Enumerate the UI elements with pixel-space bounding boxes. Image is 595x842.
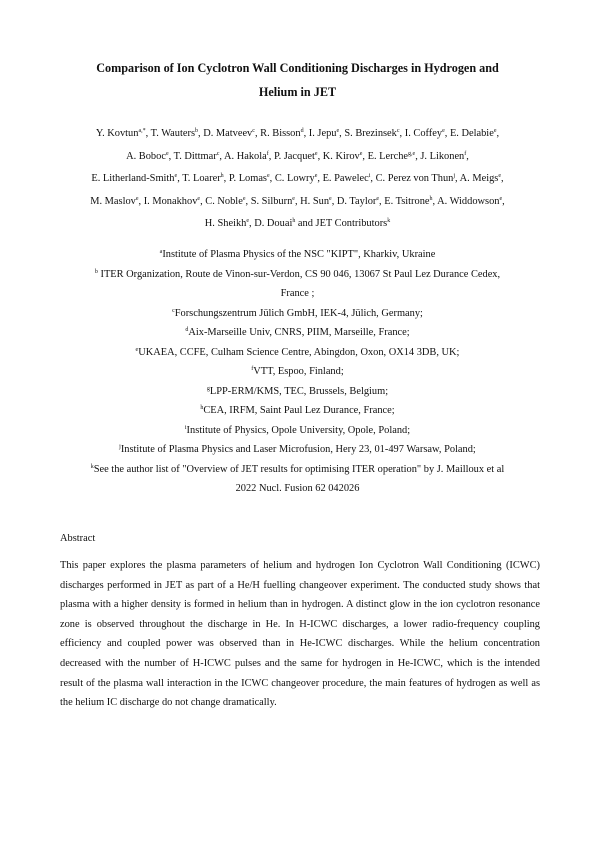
author-name: C. Lowry <box>274 173 315 184</box>
author-affiliation-mark: a,* <box>138 128 146 134</box>
affiliation-line <box>48 401 547 421</box>
author-affiliation-mark: e <box>266 173 270 179</box>
title-line-2: Helium in JET <box>258 85 337 99</box>
affiliation-text: Institute of Plasma Physics and Laser Microfusion, Hery 23, 01-497 Warsaw, Poland; <box>120 444 476 455</box>
author-name: K. Kirov <box>322 150 360 162</box>
author-affiliation-mark: e <box>359 150 363 157</box>
author-line: H. Sheikh$^e$, D. Douai$^h$ and JET Contributors$^k$ <box>204 218 391 229</box>
affiliation-text: 2022 Nucl. Fusion 62 042026 <box>235 483 360 494</box>
author-name: D. Douai <box>254 218 293 229</box>
author-name: T. Dittmar <box>173 150 217 162</box>
affiliation-mark: j <box>119 444 121 450</box>
author-affiliation-mark: e <box>246 218 250 224</box>
affiliation-text: Institute of Plasma Physics of the NSC "KIPT", Kharkiv, Ukraine <box>162 249 436 260</box>
author-affiliation-mark: h <box>292 218 296 224</box>
affiliation-text: Aix-Marseille Univ, CNRS, PIIM, Marseille, France; <box>188 327 410 338</box>
author-name: Y. Kovtun <box>95 128 139 139</box>
author-name: H. Sun <box>300 195 330 207</box>
author-affiliation-mark: h <box>429 195 433 202</box>
author-name: R. Bisson <box>260 128 301 139</box>
author-name: E. Pawelec <box>322 173 369 184</box>
affiliation-mark: a <box>159 249 163 255</box>
affiliation-text: CEA, IRFM, Saint Paul Lez Durance, France; <box>203 405 395 416</box>
abstract-heading: Abstract <box>60 533 96 544</box>
author-affiliation-mark: j <box>453 173 456 179</box>
affiliation-line <box>48 323 547 343</box>
affiliation-mark: d <box>185 327 189 333</box>
affiliation-text: UKAEA, CCFE, Culham Science Centre, Abingdon, Oxon, OX14 3DB, UK; <box>138 346 460 358</box>
author-name: T. Wauters <box>150 128 195 139</box>
author-name: A. Hakola <box>224 150 267 162</box>
author-name: M. Maslov <box>90 195 136 207</box>
author-name: C. Noble <box>205 195 243 207</box>
affiliation-line <box>48 245 547 265</box>
author-affiliation-mark: e <box>442 128 445 134</box>
affiliation-text: France ; <box>280 288 315 299</box>
author-name: T. Loarer <box>182 173 221 184</box>
affiliation-line <box>48 479 547 499</box>
affiliation-text: ITER Organization, Route de Vinon-sur-Verdon, CS 90 046, 13067 St Paul Lez Durance Cedex, <box>97 268 501 280</box>
author-affiliation-mark: c <box>252 128 255 134</box>
author-name: H. Sheikh <box>204 218 247 229</box>
author-name: E. Delabie <box>449 128 494 139</box>
abstract-body: This paper explores the plasma parameters of helium and hydrogen Ion Cyclotron Wall Conditioning (ICWC) discharges performed in JET as part of a He/H fuelling changeover experiment. The conducted study shows that plasma with a higher density is formed in helium than in hydrogen. A distinct glow in the ion cyclotron resonance zone is observed throughout the discharge in He. In H-ICWC discharges, a lower radio-frequency coupling efficiency and coupled power was observed than in He-ICWC discharges. While the helium concentration decreased with the number of H-ICWC pulses and the same for hydrogen in He-ICWC, which is the intended result of the plasma wall interaction in the ICWC changeover procedure, the main features of hydrogen as well as the helium IC discharge do not change dramatically. <box>60 560 540 709</box>
author-line: Y. Kovtun$^{a,*}$, T. Wauters$^b$, D. Matveev$^c$, R. Bisson$^d$, I. Jepu$^e$, S. Brezinsek$^c$, I. Coffey$^e$, E. Delabie$^e$, <box>95 128 500 139</box>
author-affiliation-mark: e <box>376 195 380 202</box>
author-affiliation-mark: f <box>464 150 467 157</box>
author-affiliation-mark: e <box>493 128 497 134</box>
author-affiliation-mark: f <box>266 150 269 157</box>
author-name: A. Widdowson <box>437 195 500 207</box>
author-name: I. Jepu <box>308 128 337 139</box>
author-affiliation-mark: e <box>197 195 201 202</box>
affiliation-text: Institute of Physics, Opole University, Opole, Poland; <box>186 424 411 436</box>
affiliation-line <box>48 382 547 402</box>
affiliation-line <box>48 343 547 363</box>
author-affiliation-mark: c <box>396 128 400 134</box>
affiliation-line <box>48 421 547 441</box>
author-name: S. Brezinsek <box>344 128 397 139</box>
affiliation-mark: k <box>90 463 94 470</box>
author-affiliation-mark: c <box>216 150 220 157</box>
author-affiliation-mark: e <box>314 173 318 179</box>
affiliation-mark: g <box>206 385 210 392</box>
affiliation-text: See the author list of "Overview of JET results for optimising ITER operation" by J. Mailloux et al <box>93 463 505 475</box>
affiliation-mark: e <box>135 346 139 353</box>
author-name: P. Jacquet <box>273 150 315 162</box>
author-name: C. Perez von Thun <box>375 173 454 184</box>
affiliation-mark: h <box>200 405 204 411</box>
author-affiliation-mark: e <box>329 195 332 202</box>
author-affiliation-mark: g,e <box>408 150 416 157</box>
title-line-1: Comparison of Ion Cyclotron Wall Conditioning Discharges in Hydrogen and <box>96 61 499 75</box>
author-affiliation-mark: h <box>220 173 224 179</box>
author-name: D. Matveev <box>203 128 253 139</box>
author-name: E. Tsitrone <box>384 195 430 207</box>
author-affiliation-mark: i <box>368 173 371 179</box>
affiliation-text: Forschungszentrum Jülich GmbH, IEK-4, Jülich, Germany; <box>174 307 423 319</box>
author-affiliation-mark: d <box>300 128 304 134</box>
affiliation-line <box>48 440 547 460</box>
affiliation-line <box>48 362 547 382</box>
author-name: D. Taylor <box>336 195 377 207</box>
author-line: M. Maslov$^e$, I. Monakhov$^e$, C. Noble$^e$, S. Silburn$^e$, H. Sun$^e$, D. Taylor$^e$, E. Tsitrone$^h$, A. Widdowson$^e$, <box>90 195 505 207</box>
author-name: A. Boboc <box>126 150 166 162</box>
author-name: S. Silburn <box>250 195 293 207</box>
author-affiliation-mark: e <box>174 173 178 179</box>
author-line: A. Boboc$^e$, T. Dittmar$^c$, A. Hakola$^f$, P. Jacquet$^e$, K. Kirov$^e$, E. Lerche$^{g,e}$, J. Likonen$^f$, <box>126 150 469 162</box>
author-list-tail: and JET Contributors <box>295 218 388 229</box>
author-affiliation-mark: e <box>336 128 340 134</box>
affiliation-list <box>48 245 547 499</box>
affiliation-line <box>48 265 547 285</box>
author-line: E. Litherland-Smith$^e$, T. Loarer$^h$, P. Lomas$^e$, C. Lowry$^e$, E. Pawelec$^i$, C. Perez von Thun$^j$, A. Meigs$^e$, <box>91 173 504 184</box>
author-affiliation-mark: e <box>165 150 169 157</box>
author-name: E. Litherland-Smith <box>91 173 175 184</box>
affiliation-text: VTT, Espoo, Finland; <box>253 366 344 377</box>
affiliation-line <box>48 284 547 304</box>
affiliation-line <box>48 460 547 480</box>
author-name: I. Monakhov <box>143 195 198 207</box>
affiliation-text: LPP-ERM/KMS, TEC, Brussels, Belgium; <box>209 385 389 397</box>
author-name: P. Lomas <box>228 173 267 184</box>
author-name: I. Coffey <box>404 128 443 139</box>
affiliation-mark: i <box>184 424 187 431</box>
affiliation-mark: f <box>251 366 254 372</box>
author-name: A. Meigs <box>459 173 499 184</box>
author-affiliation-mark: e <box>292 195 295 202</box>
paper-title <box>55 56 540 104</box>
affiliation-line <box>48 304 547 324</box>
author-name: J. Likonen <box>420 150 465 162</box>
author-affiliation-mark: e <box>242 195 246 202</box>
author-affiliation-mark: e <box>135 195 139 202</box>
affiliation-mark: b <box>94 268 98 275</box>
author-affiliation-mark: b <box>195 128 198 134</box>
author-affiliation-mark: e <box>499 195 503 202</box>
author-affiliation-mark: e <box>498 173 501 179</box>
author-affiliation-mark: e <box>314 150 318 157</box>
author-name: E. Lerche <box>367 150 409 162</box>
author-affiliation-mark: k <box>387 218 391 224</box>
author-list <box>48 123 547 236</box>
affiliation-mark: c <box>172 307 175 314</box>
